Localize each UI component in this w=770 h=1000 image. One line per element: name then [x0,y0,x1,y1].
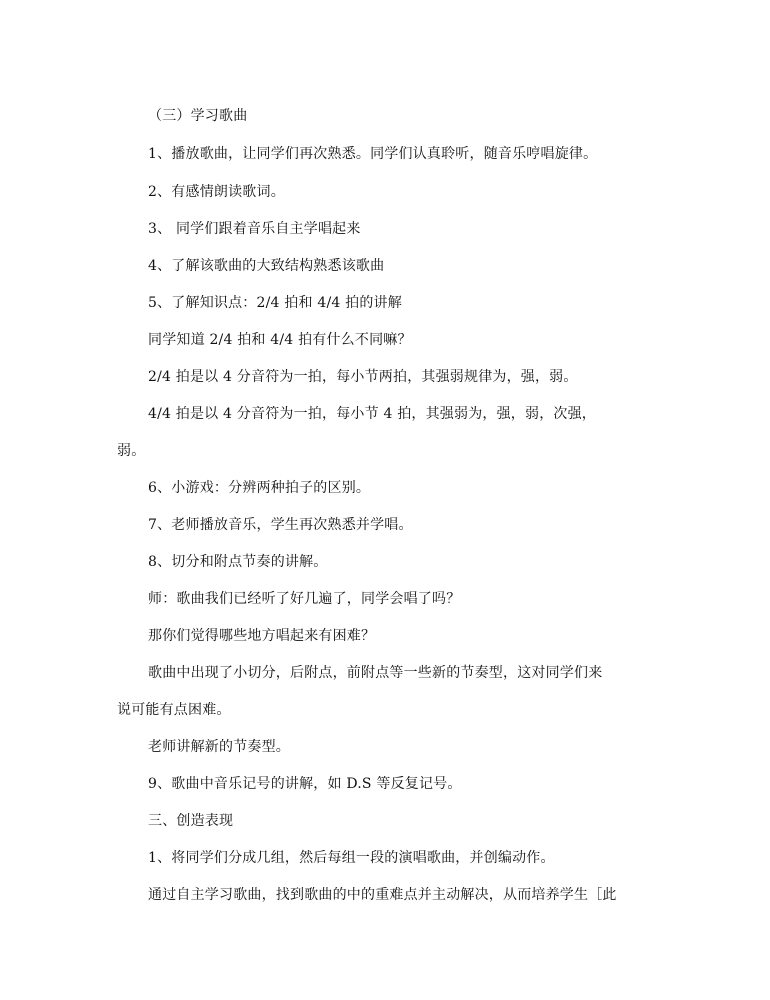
section-heading: （三）学习歌曲 [148,108,248,124]
paragraph-continuation-line: 弱。 [117,443,146,459]
paragraph-line: 4、了解该歌曲的大致结构熟悉该歌曲 [148,258,385,274]
paragraph-line: 歌曲中出现了小切分，后附点，前附点等一些新的节奏型，这对同学们来 [148,665,603,681]
paragraph-line: 同学知道 2/4 拍和 4/4 拍有什么不同嘛？ [148,332,412,348]
paragraph-line: 那你们觉得哪些地方唱起来有困难？ [148,628,376,644]
paragraph-continuation-line: 说可能有点困难。 [117,702,231,718]
paragraph-line: 1、将同学们分成几组，然后每组一段的演唱歌曲，并创编动作。 [148,850,555,866]
paragraph-line: 老师讲解新的节奏型。 [148,739,290,755]
paragraph-line: 师：歌曲我们已经听了好几遍了，同学会唱了吗？ [148,591,461,607]
paragraph-line: 通过自主学习歌曲，找到歌曲的中的重难点并主动解决，从而培养学生［此 [148,887,617,903]
paragraph-line: 1、播放歌曲，让同学们再次熟悉。同学们认真聆听，随音乐哼唱旋律。 [148,146,598,162]
section-heading: 三、创造表现 [148,813,234,829]
paragraph-line: 8、切分和附点节奏的讲解。 [148,554,328,570]
paragraph-line: 6、小游戏：分辨两种拍子的区别。 [148,480,371,496]
paragraph-line: 9、歌曲中音乐记号的讲解，如 D.S 等反复记号。 [148,776,462,792]
paragraph-line: 4/4 拍是以 4 分音符为一拍，每小节 4 拍，其强弱为，强，弱，次强， [148,406,596,422]
paragraph-line: 5、了解知识点：2/4 拍和 4/4 拍的讲解 [148,295,402,311]
paragraph-line: 7、老师播放音乐，学生再次熟悉并学唱。 [148,517,413,533]
paragraph-line: 2、有感情朗读歌词。 [148,184,285,200]
paragraph-line: 2/4 拍是以 4 分音符为一拍，每小节两拍，其强弱规律为，强，弱。 [148,369,578,385]
paragraph-line: 3、 同学们跟着音乐自主学唱起来 [148,221,361,237]
